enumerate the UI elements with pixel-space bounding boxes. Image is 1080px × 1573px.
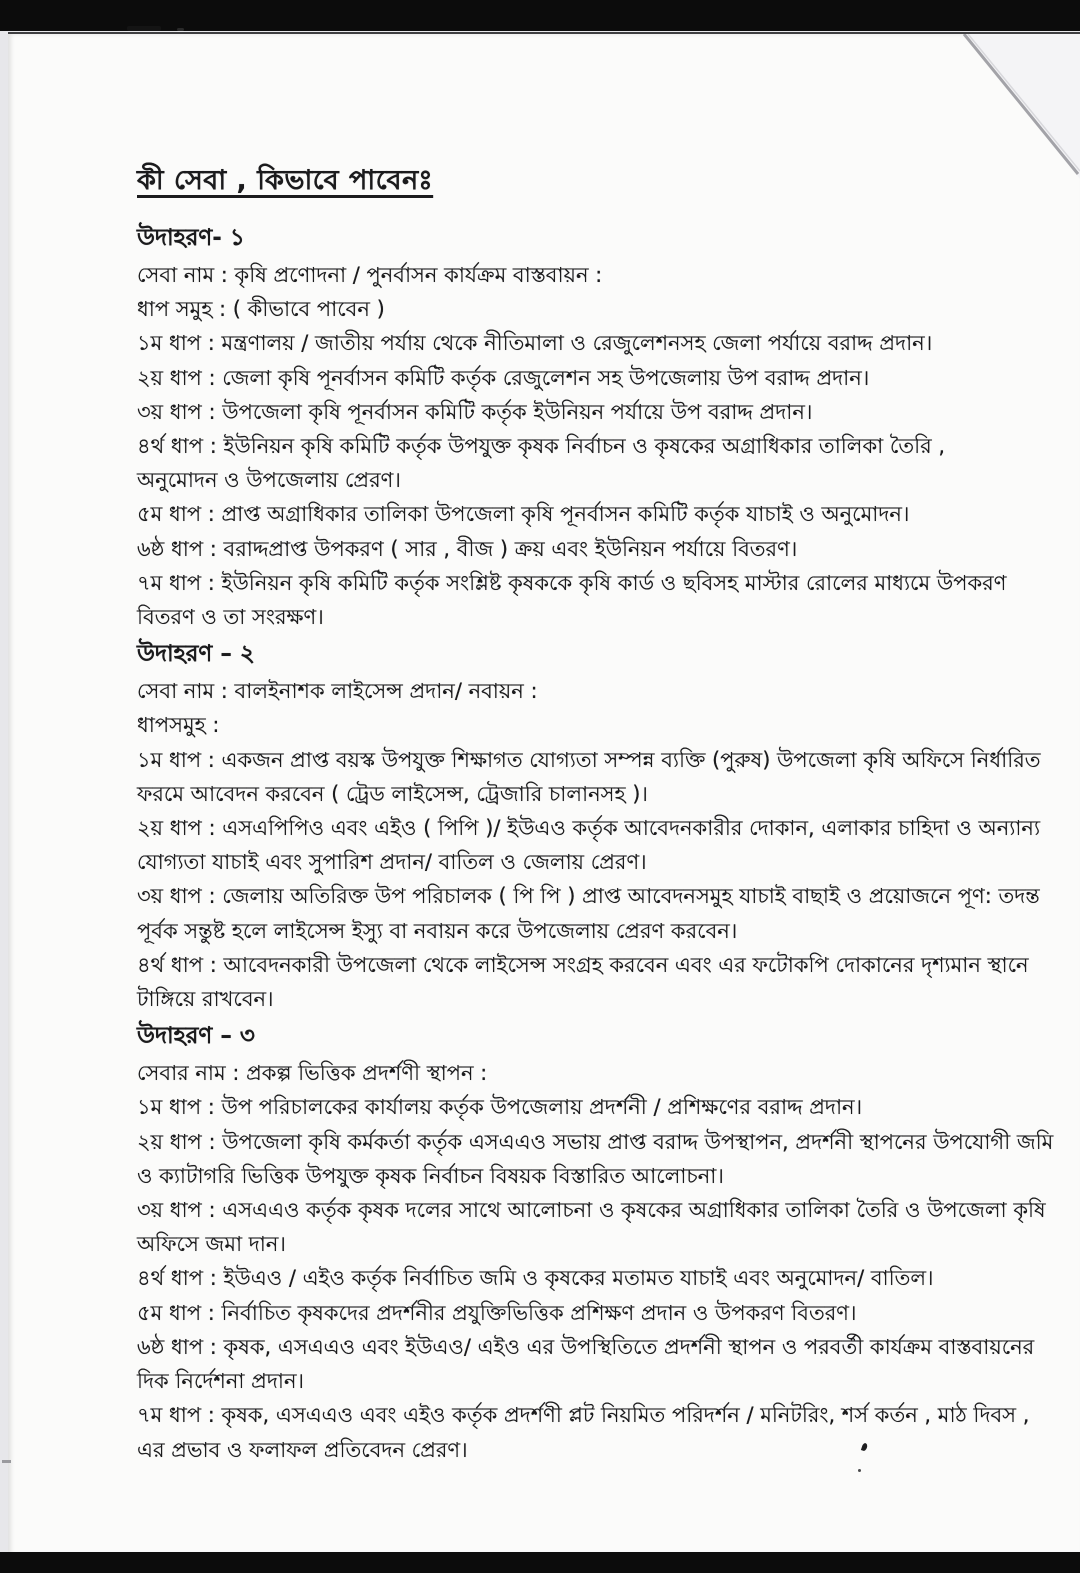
text-line: ৪র্থ ধাপ : ইউএও / এইও কর্তৃক নির্বাচিত জমি ও কৃষকের মতামত যাচাই এবং অনুমোদন/ বাতিল। xyxy=(137,1266,934,1291)
scan-artifact-speck xyxy=(858,1469,861,1472)
scanned-page xyxy=(8,32,1080,1554)
text-line: ১ম ধাপ : একজন প্রাপ্ত বয়স্ক উপযুক্ত শিক্ষাগত যোগ্যতা সম্পন্ন ব্যক্তি (পুরুষ) উপজেলা কৃষি অফিসে নির্ধারিত xyxy=(137,747,1041,772)
text-line: ৫ম ধাপ : নির্বাচিত কৃষকদের প্রদর্শনীর প্রযুক্তিভিত্তিক প্রশিক্ষণ প্রদান ও উপকরণ বিতরণ। xyxy=(137,1300,857,1325)
page-title: কী সেবা , কিভাবে পাবেনঃ xyxy=(137,165,434,196)
scan-artifact-dot xyxy=(177,28,184,31)
text-line: সেবা নাম : কৃষি প্রণোদনা / পুনর্বাসন কার্যক্রম বাস্তবায়ন : xyxy=(137,263,603,287)
section-heading: উদাহরণ – ২ xyxy=(137,641,255,668)
text-line: ১ম ধাপ : মন্ত্রণালয় / জাতীয় পর্যায় থেকে নীতিমালা ও রেজুলেশনসহ জেলা পর্যায়ে বরাদ্দ প্রদান। xyxy=(137,331,933,356)
section-heading: উদাহরণ – ৩ xyxy=(137,1023,255,1050)
text-line: ধাপসমুহ : xyxy=(137,713,220,738)
text-line: অফিসে জমা দান। xyxy=(137,1232,286,1257)
section-heading: উদাহরণ- ১ xyxy=(137,225,245,251)
text-line: সেবা নাম : বালইনাশক লাইসেন্স প্রদান/ নবায়ন : xyxy=(137,679,538,704)
text-line: অনুমোদন ও উপজেলায় প্রেরণ। xyxy=(137,468,401,493)
text-line: ২য় ধাপ : উপজেলা কৃষি কর্মকর্তা কর্তৃক এসএএও সভায় প্রাপ্ত বরাদ্দ উপস্থাপন, প্রদর্শনী স্থাপনের উপযোগী জমি xyxy=(137,1129,1054,1154)
scan-artifact-dash xyxy=(127,26,161,31)
text-line: ৫ম ধাপ : প্রাপ্ত অগ্রাধিকার তালিকা উপজেলা কৃষি পূনর্বাসন কমিটি কর্তৃক যাচাই ও অনুমোদন। xyxy=(137,502,910,527)
text-line: ২য় ধাপ : এসএপিপিও এবং এইও ( পিপি )/ ইউএও কর্তৃক আবেদনকারীর দোকান, এলাকার চাহিদা ও অন্যান্য xyxy=(137,816,1041,841)
text-line: এর প্রভাব ও ফলাফল প্রতিবেদন প্রেরণ। xyxy=(137,1437,468,1462)
text-blocks xyxy=(137,221,1054,1467)
text-line: ২য় ধাপ : জেলা কৃষি পূনর্বাসন কমিটি কর্তৃক রেজুলেশন সহ উপজেলায় উপ বরাদ্দ প্রদান। xyxy=(137,365,870,390)
scan-artifact-edge-nick xyxy=(2,1460,11,1463)
text-line: বিতরণ ও তা সংরক্ষণ। xyxy=(137,605,324,630)
text-line: ৪র্থ ধাপ : ইউনিয়ন কৃষি কমিটি কর্তৃক উপযুক্ত কৃষক নির্বাচন ও কৃষকের অগ্রাধিকার তালিকা তৈরি , xyxy=(137,434,946,459)
text-line: ৪র্থ ধাপ : আবেদনকারী উপজেলা থেকে লাইসেন্স সংগ্রহ করবেন এবং এর ফটোকপি দোকানের দৃশ্যমান স্থানে xyxy=(137,952,1029,977)
text-line: ৩য় ধাপ : জেলায় অতিরিক্ত উপ পরিচালক ( পি পি ) প্রাপ্ত আবেদনসমুহ যাচাই বাছাই ও প্রয়োজনে পূণ: তদন্ত xyxy=(137,884,1040,909)
scanner-band-top-right xyxy=(660,0,1080,35)
text-line: ৭ম ধাপ : কৃষক, এসএএও এবং এইও কর্তৃক প্রদর্শণী প্লট নিয়মিত পরিদর্শন / মনিটরিং, শর্স কর্তন , মাঠ দিবস , xyxy=(137,1403,1030,1428)
text-line: ১ম ধাপ : উপ পরিচালকের কার্যালয় কর্তৃক উপজেলায় প্রদর্শনী / প্রশিক্ষণের বরাদ্দ প্রদান। xyxy=(137,1095,863,1120)
text-line: ও ক্যাটাগরি ভিত্তিক উপযুক্ত কৃষক নির্বাচন বিষয়ক বিস্তারিত আলোচনা। xyxy=(137,1163,724,1188)
text-line: ৭ম ধাপ : ইউনিয়ন কৃষি কমিটি কর্তৃক সংশ্লিষ্ট কৃষককে কৃষি কার্ড ও ছবিসহ মাস্টার রোলের মাধ্যমে উপকরণ xyxy=(137,570,1007,595)
scanner-band-bottom xyxy=(0,1552,1080,1573)
text-line: ৩য় ধাপ : এসএএও কর্তৃক কৃষক দলের সাথে আলোচনা ও কৃষকের অগ্রাধিকার তালিকা তৈরি ও উপজেলা কৃষি xyxy=(137,1198,1046,1223)
text-line: পূর্বক সন্তুষ্ট হলে লাইসেন্স ইস্যু বা নবায়ন করে উপজেলায় প্রেরণ করবেন। xyxy=(137,918,738,943)
document-body xyxy=(137,160,1054,1467)
text-line: ফরমে আবেদন করবেন ( ট্রেড লাইসেন্স, ট্রেজারি চালানসহ )। xyxy=(137,781,648,806)
text-line: ৩য় ধাপ : উপজেলা কৃষি পূনর্বাসন কমিটি কর্তৃক ইউনিয়ন পর্যায়ে উপ বরাদ্দ প্রদান। xyxy=(137,399,813,424)
text-line: যোগ্যতা যাচাই এবং সুপারিশ প্রদান/ বাতিল ও জেলায় প্রেরণ। xyxy=(137,850,647,875)
text-line: ৬ষ্ঠ ধাপ : বরাদ্দপ্রাপ্ত উপকরণ ( সার , বীজ ) ক্রয় এবং ইউনিয়ন পর্যায়ে বিতরণ। xyxy=(137,536,798,561)
text-line: টাঙ্গিয়ে রাখবেন। xyxy=(137,987,274,1012)
text-line: দিক নির্দেশনা প্রদান। xyxy=(137,1369,304,1394)
text-line: ধাপ সমুহ : ( কীভাবে পাবেন ) xyxy=(137,297,385,322)
text-line: সেবার নাম : প্রকল্প ভিত্তিক প্রদর্শণী স্থাপন : xyxy=(137,1061,488,1086)
text-line: ৬ষ্ঠ ধাপ : কৃষক, এসএএও এবং ইউএও/ এইও এর উপস্থিতিতে প্রদর্শনী স্থাপন ও পরবর্তী কার্যক্রম বাস্তবায়নের xyxy=(137,1334,1035,1359)
